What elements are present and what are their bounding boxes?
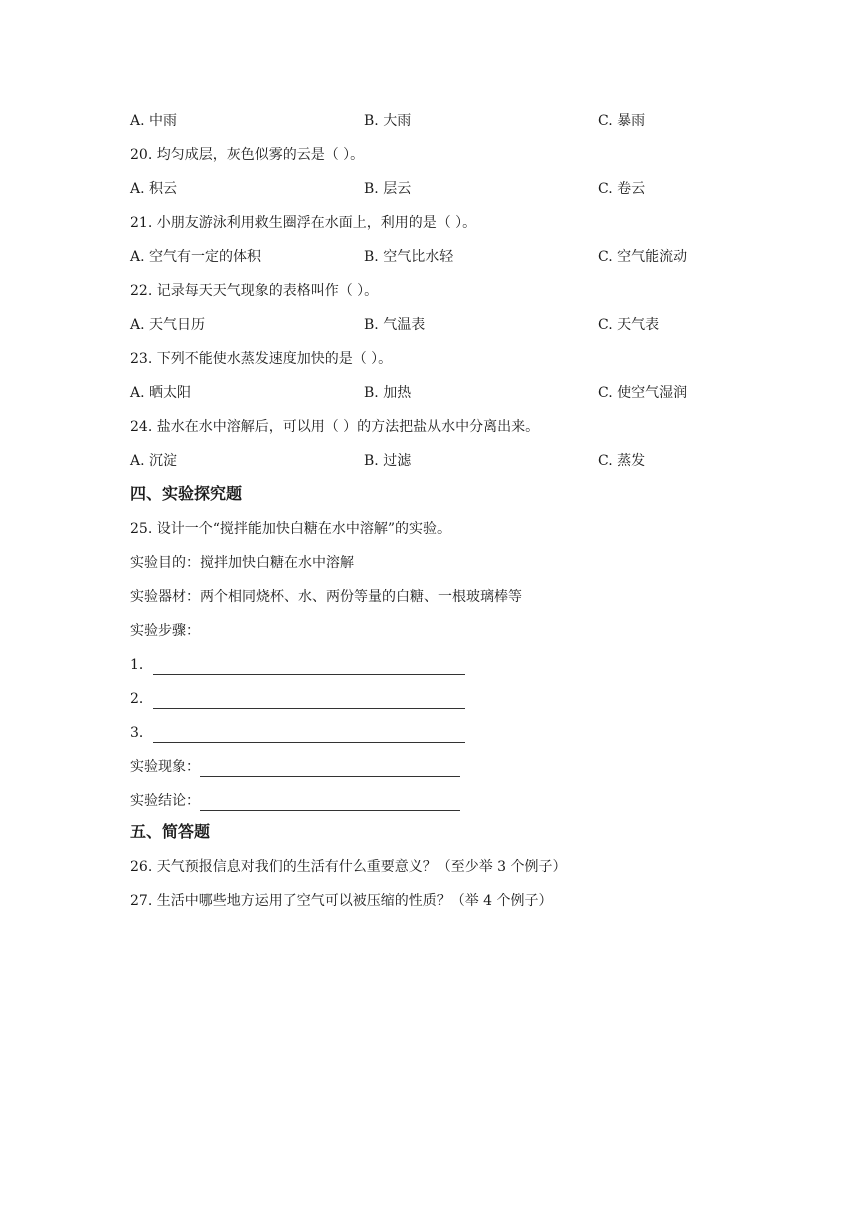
step-2-number: 2． xyxy=(130,691,153,707)
phenomenon-label: 实验现象： xyxy=(130,759,200,775)
q22-option-c: C. 天气表 xyxy=(598,317,660,333)
q24-question: 24. 盐水在水中溶解后，可以用（ ）的方法把盐从水中分离出来。 xyxy=(130,419,540,435)
q27-question: 27. 生活中哪些地方运用了空气可以被压缩的性质？（举 4 个例子） xyxy=(130,893,553,909)
step-2-answer-blank[interactable] xyxy=(153,694,465,709)
q24-option-a: A. 沉淀 xyxy=(130,453,178,469)
step-3-answer-blank[interactable] xyxy=(153,728,465,743)
step-3-number: 3． xyxy=(130,725,153,741)
q25-step-3 xyxy=(130,723,465,743)
q22-option-a: A. 天气日历 xyxy=(130,317,206,333)
q24-option-b: B. 过滤 xyxy=(364,453,412,469)
q20-option-a: A. 积云 xyxy=(130,181,178,197)
q23-question: 23. 下列不能使水蒸发速度加快的是（ ）。 xyxy=(130,351,393,367)
q23-option-c: C. 使空气湿润 xyxy=(598,385,688,401)
q25-question: 25. 设计一个“搅拌能加快白糖在水中溶解”的实验。 xyxy=(130,521,452,537)
q25-step-1 xyxy=(130,655,465,675)
q25-purpose: 实验目的：搅拌加快白糖在水中溶解 xyxy=(130,555,354,571)
q24-option-c: C. 蒸发 xyxy=(598,453,646,469)
q25-conclusion xyxy=(130,791,460,811)
q19-option-c: C. 暴雨 xyxy=(598,113,646,129)
q22-option-b: B. 气温表 xyxy=(364,317,426,333)
section-heading-experiment: 四、实验探究题 xyxy=(130,484,243,503)
q22-question: 22. 记录每天天气现象的表格叫作（ ）。 xyxy=(130,283,379,299)
q21-option-b: B. 空气比水轻 xyxy=(364,249,454,265)
phenomenon-answer-blank[interactable] xyxy=(200,762,460,777)
section-heading-short-answer: 五、简答题 xyxy=(130,822,211,841)
q19-option-a: A. 中雨 xyxy=(130,113,178,129)
q21-option-a: A. 空气有一定的体积 xyxy=(130,249,262,265)
conclusion-label: 实验结论： xyxy=(130,793,200,809)
q25-phenomenon xyxy=(130,757,460,777)
q20-option-b: B. 层云 xyxy=(364,181,412,197)
q19-option-b: B. 大雨 xyxy=(364,113,412,129)
q26-question: 26. 天气预报信息对我们的生活有什么重要意义？（至少举 3 个例子） xyxy=(130,859,567,875)
q25-materials: 实验器材：两个相同烧杯、水、两份等量的白糖、一根玻璃棒等 xyxy=(130,589,522,605)
step-1-answer-blank[interactable] xyxy=(153,660,465,675)
q23-option-b: B. 加热 xyxy=(364,385,412,401)
conclusion-answer-blank[interactable] xyxy=(200,796,460,811)
q21-question: 21. 小朋友游泳利用救生圈浮在水面上，利用的是（ ）。 xyxy=(130,215,477,231)
q23-option-a: A. 晒太阳 xyxy=(130,385,192,401)
step-1-number: 1． xyxy=(130,657,153,673)
q20-question: 20. 均匀成层，灰色似雾的云是（ ）。 xyxy=(130,147,365,163)
q20-option-c: C. 卷云 xyxy=(598,181,646,197)
q21-option-c: C. 空气能流动 xyxy=(598,249,688,265)
q25-steps-label: 实验步骤： xyxy=(130,623,200,639)
q25-step-2 xyxy=(130,689,465,709)
